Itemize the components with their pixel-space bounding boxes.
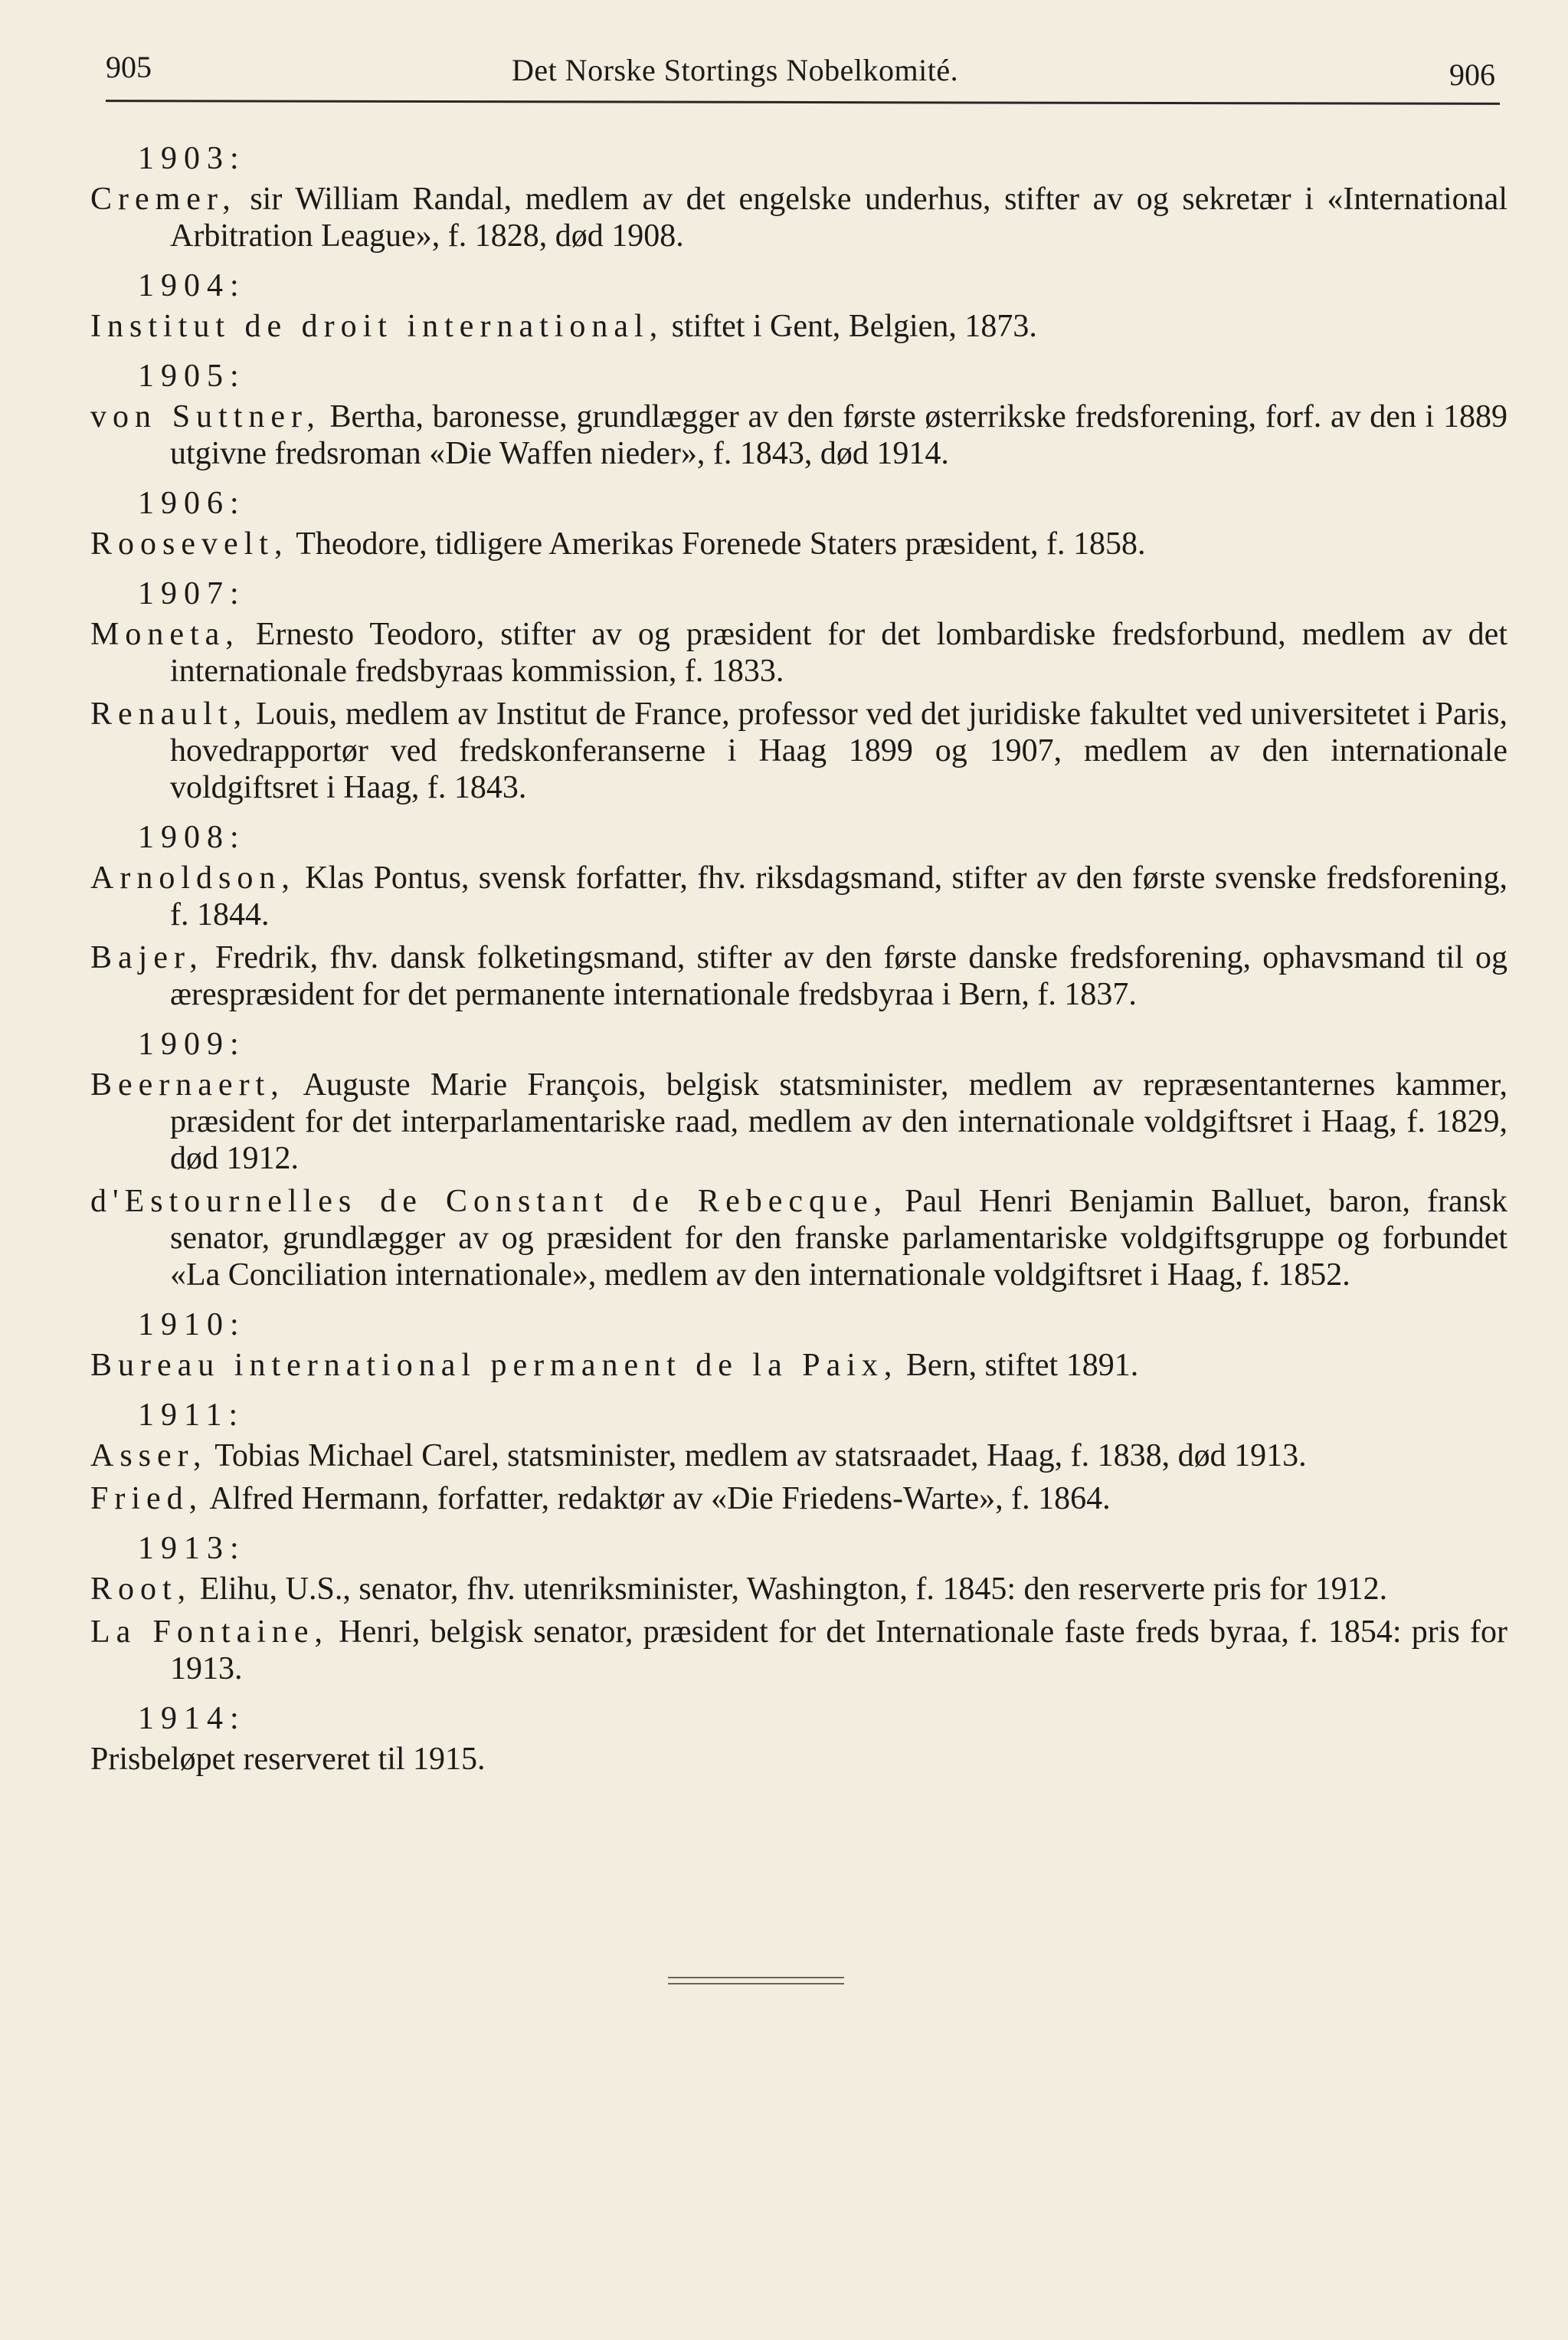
laureate-description: Elihu, U.S., senator, fhv. utenriksminister, Washington, f. 1845: den reserverte pris for 1912.: [191, 1571, 1388, 1607]
laureate-description: Louis, medlem av Institut de France, professor ved det juridiske fakultet ved universitetet i Paris, hovedrapportør ved fredskonferanserne i Haag 1899 og 1907, medlem av den internationale voldgiftsret i Haag, f. 1843.: [170, 696, 1507, 805]
laureate-name: Institut de droit international,: [90, 309, 664, 344]
end-rule: [668, 1983, 844, 1984]
list-item: [90, 696, 1507, 806]
list-item: [90, 939, 1507, 1013]
year-heading: 1906:: [138, 486, 246, 521]
laureate-description: Bertha, baronesse, grundlægger av den første østerrikske fredsforening, forf. av den i 1889 utgivne fredsroman «Die Waffen nieder», f. 1843, død 1914.: [170, 399, 1507, 471]
laureate-name: Arnoldson,: [90, 860, 296, 896]
laureate-name: Roosevelt,: [90, 526, 289, 562]
laureate-description: Fredrik, fhv. dansk folketingsmand, stifter av den første danske fredsforening, ophavsmand til og ærespræsident for det permanente internationale fredsbyraa i Bern, f. 1837.: [170, 940, 1507, 1012]
list-item: [90, 1571, 1507, 1608]
laureate-description: Alfred Hermann, forfatter, redaktør av «Die Friedens-Warte», f. 1864.: [203, 1481, 1111, 1516]
laureate-name: Cremer,: [90, 182, 237, 217]
year-heading: 1911:: [138, 1398, 245, 1433]
laureate-name: Bajer,: [90, 940, 204, 975]
header-rule: [106, 100, 1500, 105]
laureate-name: d'Estournelles de Constant de Rebecque,: [90, 1184, 889, 1219]
list-item: [90, 181, 1507, 254]
laureate-name: Beernaert,: [90, 1067, 285, 1103]
list-item: [90, 1437, 1507, 1474]
laureate-description: Bern, stiftet 1891.: [898, 1348, 1139, 1383]
list-item: [90, 616, 1507, 690]
page-header: [106, 46, 1500, 107]
list-item: [90, 308, 1507, 345]
laureate-name: Root,: [90, 1571, 192, 1607]
running-title: Det Norske Stortings Nobelkomité.: [512, 53, 959, 87]
laureate-description: Henri, belgisk senator, præsident for det Internationale faste freds byraa, f. 1854: pris for 1913.: [170, 1614, 1508, 1686]
list-item: [90, 398, 1507, 472]
laureate-name: Asser,: [90, 1438, 208, 1473]
laureate-description: Tobias Michael Carel, statsminister, medlem av statsraadet, Haag, f. 1838, død 1913.: [207, 1438, 1307, 1473]
laureate-description: Klas Pontus, svensk forfatter, fhv. riksdagsmand, stifter av den første svenske fredsforening, f. 1844.: [170, 860, 1507, 932]
end-rule: [668, 1977, 844, 1978]
laureate-name: Bureau international permanent de la Paix,: [90, 1348, 899, 1383]
year-heading: 1908:: [138, 820, 246, 855]
list-item: [90, 860, 1507, 933]
page-number-left: 905: [106, 50, 152, 84]
laureate-name: Renault,: [90, 696, 248, 732]
page-number-right: 906: [1449, 57, 1495, 92]
laureate-description: stiftet i Gent, Belgien, 1873.: [663, 309, 1037, 344]
laureate-name: von Suttner,: [90, 399, 321, 434]
year-heading: 1904:: [138, 268, 246, 303]
laureate-description: sir William Randal, medlem av det engelske underhus, stifter av og sekretær i «International Arbitration League», f. 1828, død 1908.: [170, 182, 1507, 254]
laureate-description: Theodore, tidligere Amerikas Forenede Staters præsident, f. 1858.: [288, 526, 1146, 562]
list-item: [90, 1183, 1507, 1293]
laureate-description: Paul Henri Benjamin Balluet, baron, fransk senator, grundlægger av og præsident for den franske parlamentariske voldgiftsgruppe og forbundet «La Conciliation internationale», medlem av den internationale voldgiftsret i Haag, f. 1852.: [170, 1184, 1507, 1293]
year-heading: 1905:: [138, 359, 246, 394]
year-heading: 1913:: [138, 1531, 246, 1566]
year-heading: 1907:: [138, 576, 246, 611]
list-item: [90, 526, 1507, 562]
year-heading: 1910:: [138, 1307, 246, 1342]
list-item: [90, 1614, 1507, 1687]
laureate-list: [90, 139, 1507, 1784]
year-heading: 1909:: [138, 1027, 246, 1062]
laureate-name: La Fontaine,: [90, 1614, 329, 1650]
year-heading: 1903:: [138, 141, 246, 176]
laureate-description: Prisbeløpet reserveret til 1915.: [90, 1742, 486, 1777]
year-heading: 1914:: [138, 1701, 246, 1736]
laureate-name: Fried,: [90, 1481, 204, 1516]
list-item: [90, 1741, 1507, 1778]
laureate-name: Moneta,: [90, 617, 240, 652]
laureate-description: Ernesto Teodoro, stifter av og præsident for det lombardiske fredsforbund, medlem av det internationale fredsbyraas kommission, f. 1833.: [170, 617, 1507, 689]
list-item: [90, 1480, 1507, 1517]
laureate-description: Auguste Marie François, belgisk statsminister, medlem av repræsentanternes kammer, præsident for det interparlamentariske raad, medlem av den internationale voldgiftsret i Haag, f. 1829, død 1912.: [170, 1067, 1507, 1176]
list-item: [90, 1347, 1507, 1384]
list-item: [90, 1067, 1507, 1177]
